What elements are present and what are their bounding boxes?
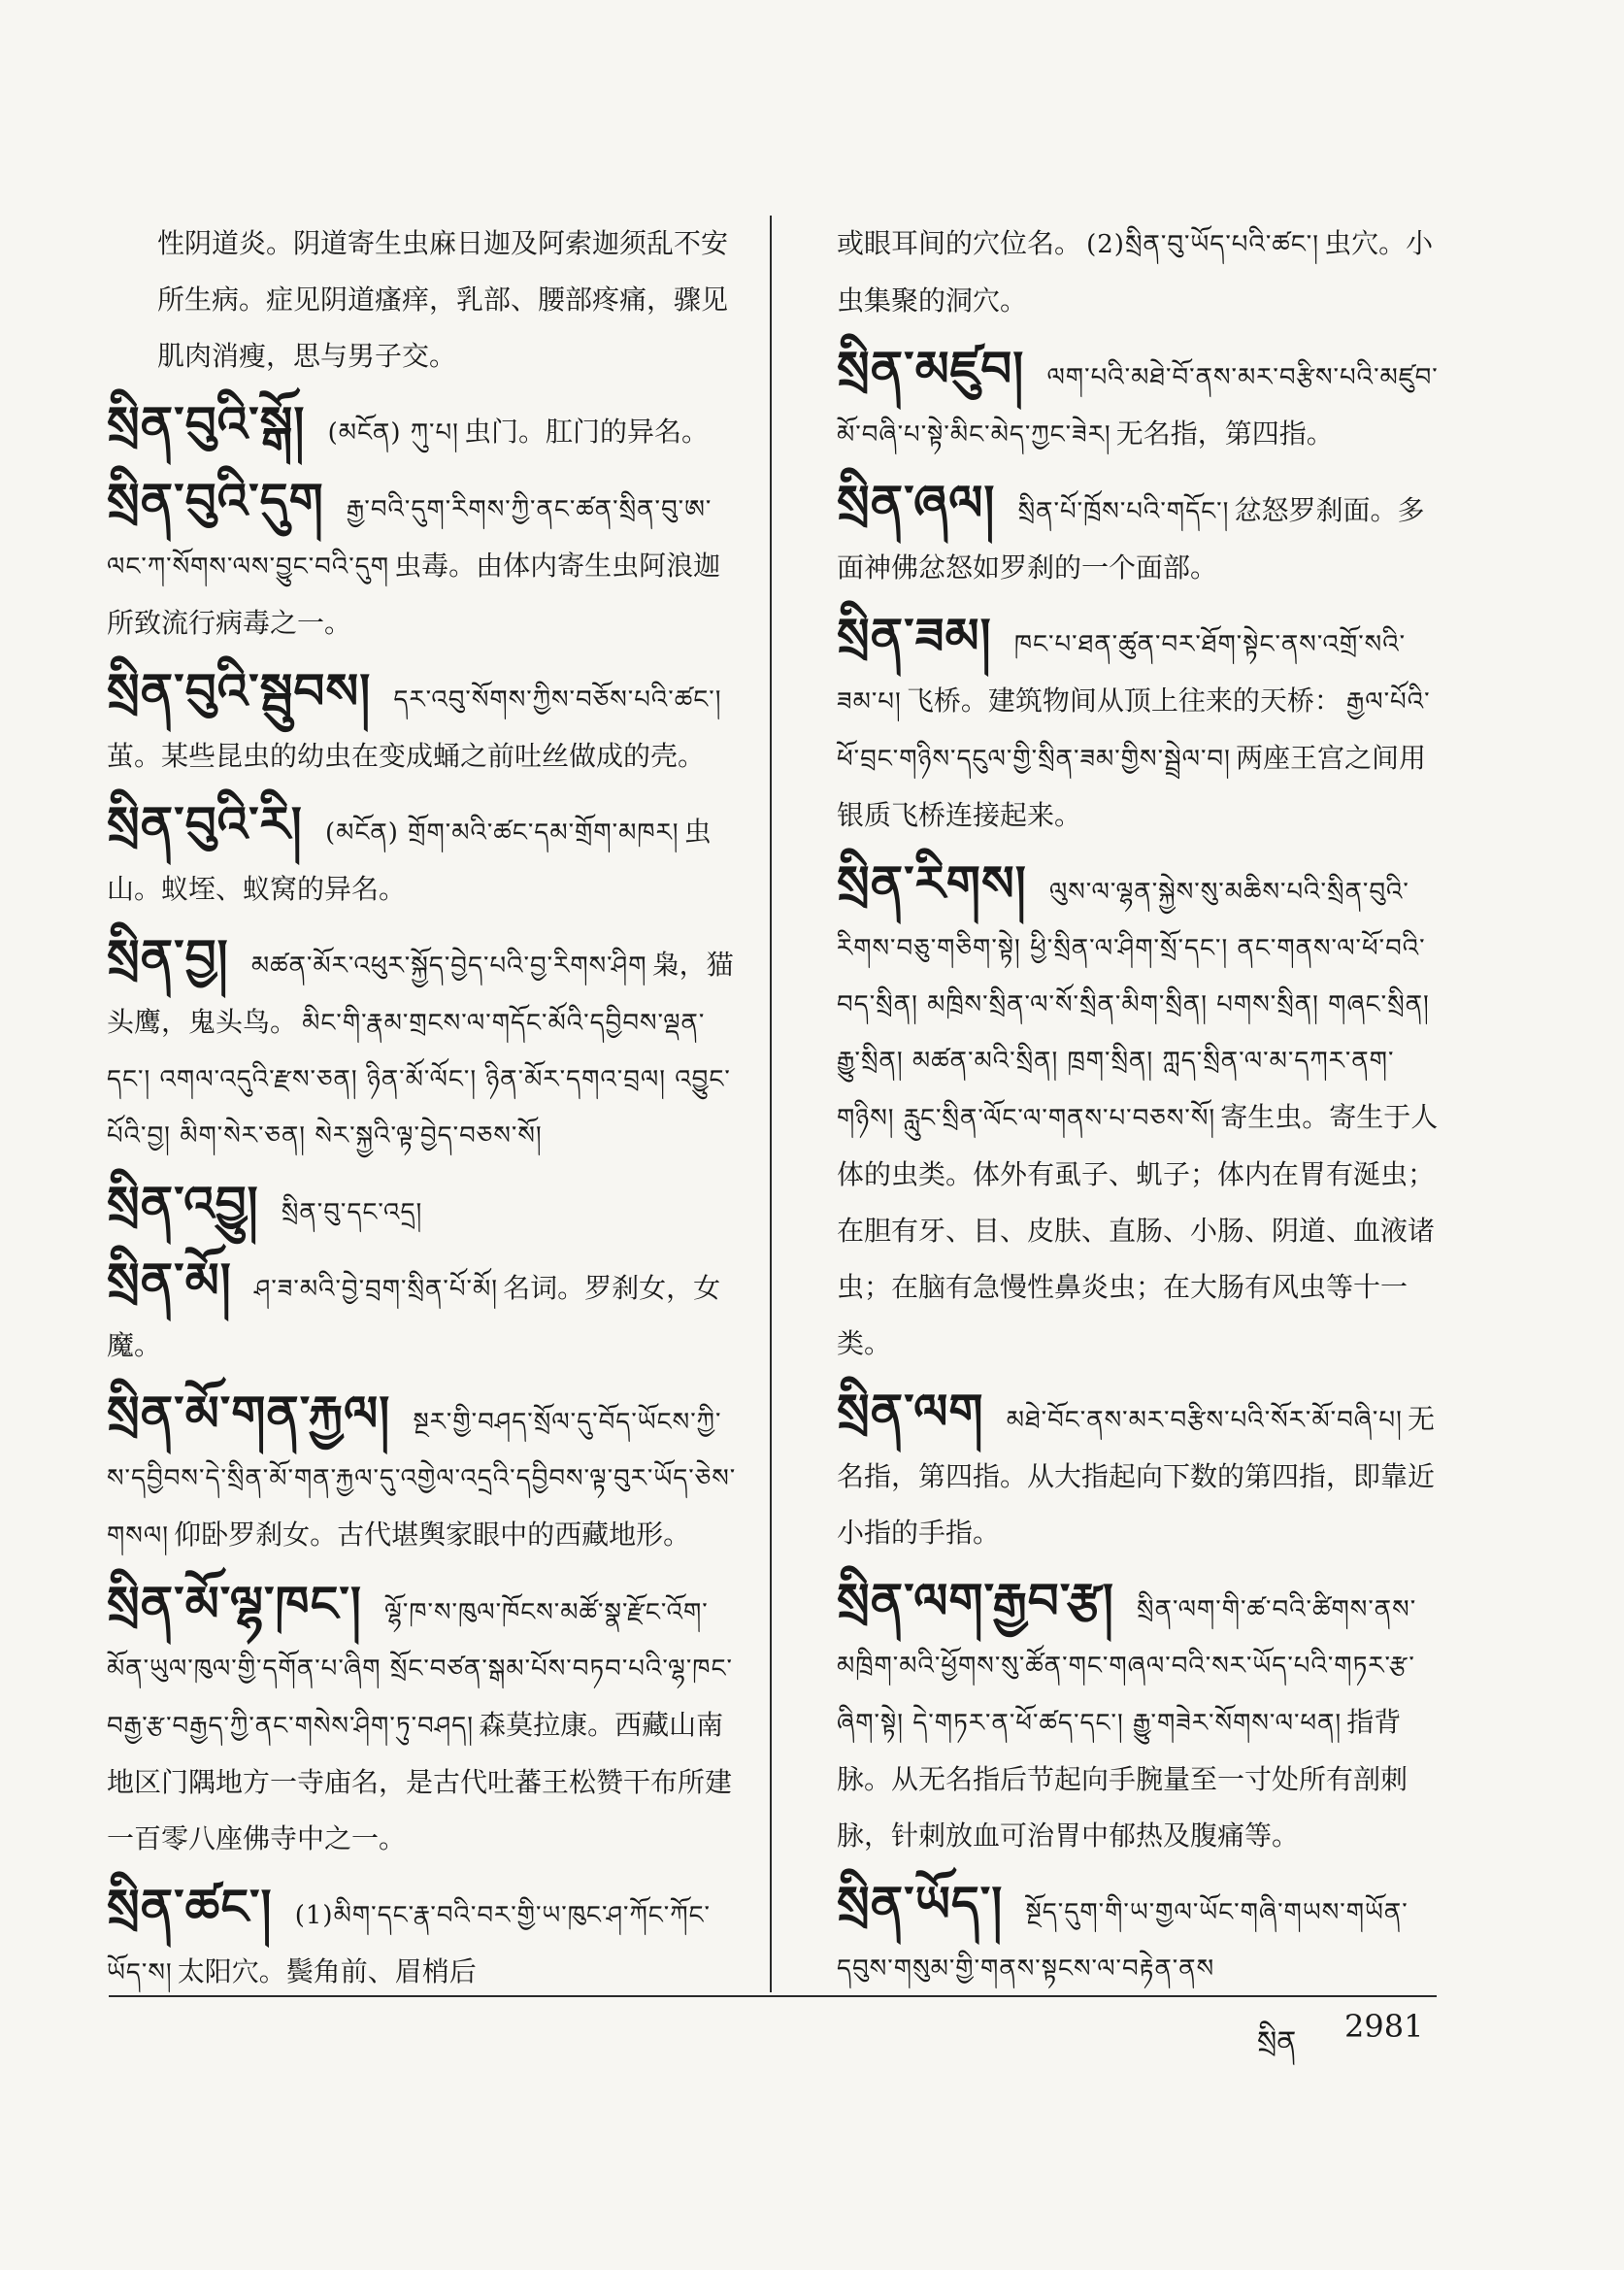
chinese-definition: 飞桥。建筑物间从顶上往来的天桥： <box>906 684 1342 717</box>
headword: སྲིན་བུའི་རི། <box>107 795 303 852</box>
chinese-definition: 忿怒罗刹面。多面神佛忿怒如罗刹的一个面部。 <box>837 494 1425 584</box>
dictionary-entry <box>837 1382 1439 1561</box>
tibetan-definition: ལུས་ལ་ལྷན་སྐྱེས་སུ་མཆིས་པའི་སྲིན་བུའི་རིགས་བཅུ་གཅིག་སྟེ། ཕྱི་སྲིན་ལ་ཤིག་སྲོ་དང་། ནང་གནས་ལ་ཕོ་བའི་བད་སྲིན། མཁྲིས་སྲིན་ལ་སོ་སྲིན་མིག་སྲིན། པགས་སྲིན། གཞང་སྲིན། རྒྱུ་སྲིན། མཚན་མའི་སྲིན། ཁྲག་སྲིན། ཀླད་སྲིན་ལ་མ་དཀར་ནག་གཉིས། རླུང་སྲིན་ལོང་ལ་གནས་པ་བཅས་སོ། <box>837 878 1430 1133</box>
tibetan-example: རྒྱལ་པོའི་ཕོ་བྲང་གཉིས་དངུལ་གྱི་སྲིན་ཟམ་གྱིས་སྦྲེལ་བ། <box>837 687 1431 774</box>
lead-in-text: 或眼耳间的穴位名。 <box>837 227 1082 259</box>
chinese-definition: 仰卧罗刹女。古代堪舆家眼中的西藏地形。 <box>174 1519 691 1551</box>
dictionary-entry <box>107 1877 743 2001</box>
chinese-definition: 名词。罗刹女，女魔。 <box>107 1272 721 1361</box>
tibetan-definition: (1)མིག་དང་རྣ་བའི་བར་གྱི་ཡ་ཁུང་ཤ་ཀོང་ཀོང་ཡོད་ས། <box>107 1901 712 1987</box>
headword: སྲིན་ལག <box>837 1383 984 1440</box>
headword: སྲིན་ཚང་། <box>107 1878 273 1935</box>
dictionary-entry <box>837 1874 1439 1997</box>
column-divider <box>770 216 772 1992</box>
tibetan-definition: མཚན་མོར་འཕུར་སྐྱོད་བྱེད་པའི་བྱ་རིགས་ཤིག <box>250 951 647 981</box>
tibetan-definition: སྲིན་བུ་དང་འདྲ། <box>281 1198 423 1227</box>
chinese-definition: 寄生虫。寄生于人体的虫类。体外有虱子、虮子；体内在胃有涎虫；在胆有牙、目、皮肤、直肠、小肠、阴道、血液诸虫；在脑有急慢性鼻炎虫；在大肠有风虫等十一类。 <box>837 1101 1439 1359</box>
dictionary-entry <box>107 794 743 918</box>
headword: སྲིན་བུའི་དུག <box>107 472 324 529</box>
tibetan-synonyms: མིང་གི་རྣམ་གྲངས་ལ་གདོང་མོའི་དབྱིབས་ལྡན་དང་། འགལ་འདུའི་རྫས་ཅན། ཉིན་མོ་ལོང་། ཉིན་མོར་དགའ་བྲལ། འབྱུང་པོའི་བྱ། མིག་སེར་ཅན། སེར་སྐྱའི་ལྟ་བྱེད་བཅས་སོ། <box>107 1009 731 1151</box>
tibetan-definition: ལག་པའི་མཐེ་བོ་ནས་མར་བརྩིས་པའི་མཛུབ་མོ་བཞི་པ་སྟེ་མིང་མེད་ཀྱང་ཟེར། <box>837 363 1439 450</box>
headword: སྲིན་བུའི་སྒོ། <box>107 395 306 452</box>
dictionary-entry <box>107 1574 743 1867</box>
headword: སྲིན་ལག་རྒྱབ་རྩ། <box>837 1572 1114 1629</box>
chinese-definition: 无名指，第四指。 <box>1115 417 1334 450</box>
headword: སྲིན་ཡོད་། <box>837 1875 1004 1932</box>
headword: སྲིན་བྱ། <box>107 928 229 985</box>
headword: སྲིན་མོ། <box>107 1252 232 1309</box>
chinese-definition: 虫穴。小虫集聚的洞穴。 <box>837 227 1434 317</box>
chinese-definition: 指背脉。从无名指后节起向手腕量至一寸处所有剖刺脉，针刺放血可治胃中郁热及腹痛等。 <box>837 1706 1409 1852</box>
running-footer-word: སྲིན <box>1257 2025 1297 2059</box>
tibetan-definition: ལྷོ་ཁ་ས་ཁུལ་ཁོངས་མཚོ་སྣ་རྫོང་འོག་མོན་ཡུལ་ཁུལ་གྱི་དགོན་པ་ཞིག སྲོང་བཙན་སྒམ་པོས་བཏབ་པའི་ལྷ་ཁང་བརྒྱ་རྩ་བརྒྱད་ཀྱི་ནང་གསེས་ཤིག་ཏུ་བཤད། <box>107 1598 733 1741</box>
chinese-definition: 森莫拉康。西藏山南地区门隅地方一寺庙名，是古代吐蕃王松赞干布所建一百零八座佛寺中之一。 <box>107 1709 733 1854</box>
headword: སྲིན་བུའི་སྦུབས། <box>107 662 372 719</box>
chinese-definition: 枭，猫头鹰，鬼头鸟。 <box>107 949 734 1038</box>
tibetan-definition: སྔར་གྱི་བཤད་སྲོལ་དུ་བོད་ཡོངས་ཀྱི་ས་དབྱིབས་དེ་སྲིན་མོ་གན་རྐྱལ་དུ་འགྱེལ་འདྲའི་དབྱིབས་ལྟ་བུར་ཡོད་ཅེས་གསལ། <box>107 1408 737 1551</box>
chinese-definition: 茧。某些昆虫的幼虫在变成蛹之前吐丝做成的壳。 <box>107 740 706 772</box>
dictionary-entry <box>837 473 1439 596</box>
headword: སྲིན་རིགས། <box>837 854 1027 912</box>
headword: སྲིན་མཛུབ། <box>837 340 1025 397</box>
chinese-definition: 太阳穴。鬓角前、眉梢后 <box>177 1955 477 1987</box>
dictionary-entry <box>837 339 1439 463</box>
chinese-definition: 虫门。肛门的异名。 <box>464 416 710 448</box>
tibetan-definition: ཤ་ཟ་མའི་བྱེ་བྲག་སྲིན་པོ་མོ། <box>253 1275 498 1304</box>
tibetan-definition: རྒྱ་བའི་དུག་རིགས་ཀྱི་ནང་ཚན་སྲིན་བུ་ཨ་ལང་ཀ་སོགས་ལས་བྱུང་བའི་དུག <box>107 495 713 582</box>
page-number: 2981 <box>1344 2008 1424 2045</box>
tibetan-definition: (མངོན) ཀུ་པ། <box>327 418 459 448</box>
dictionary-entry <box>837 853 1439 1372</box>
dictionary-entry <box>107 927 743 1164</box>
tibetan-definition: སྲིན་པོ་ཁྲོས་པའི་གདོང་། <box>1017 497 1230 526</box>
dictionary-entry <box>107 661 743 784</box>
headword: སྲིན་འབྱུ། <box>107 1175 259 1232</box>
lead-in-paragraph <box>837 216 1439 329</box>
lead-in-text: 性阴道炎。阴道寄生虫麻日迦及阿索迦须乱不安所生病。症见阴道瘙痒，乳部、腰部疼痛，骤见肌肉消瘦，思与男子交。 <box>157 227 729 372</box>
tibetan-definition: (མངོན) གྲོག་མའི་ཚང་དམ་གྲོག་མཁར། <box>325 818 679 848</box>
tibetan-definition: སྲིན་ལག་གི་ཚ་བའི་ཚིགས་ནས་མཁྲིག་མའི་ཕྱོགས་སུ་ཚོན་གང་གཞལ་བའི་སར་ཡོད་པའི་གཏར་རྩ་ཞིག་སྟེ། དེ་གཏར་ན་ཕོ་ཚད་དང་། རྒྱུ་གཟེར་སོགས་ལ་ཕན། <box>837 1595 1417 1738</box>
dictionary-entry <box>107 1174 743 1241</box>
lead-in-paragraph <box>107 216 743 384</box>
dictionary-entry <box>837 606 1439 844</box>
tibetan-definition: (2)སྲིན་བུ་ཡོད་པའི་ཚང་། <box>1086 230 1320 259</box>
dictionary-entry <box>107 1384 743 1564</box>
chinese-example: 两座王宫之间用银质飞桥连接起来。 <box>837 742 1426 831</box>
dictionary-entry <box>837 1571 1439 1864</box>
headword: སྲིན་ཟམ། <box>837 607 992 664</box>
headword: སྲིན་མོ་ལྷ་ཁང་། <box>107 1575 362 1632</box>
chinese-definition: 无名指，第四指。从大指起向下数的第四指，即靠近小指的手指。 <box>837 1403 1436 1549</box>
right-column <box>837 216 1439 2007</box>
dictionary-entry <box>107 394 743 461</box>
dictionary-entry <box>107 471 743 651</box>
chinese-definition: 虫毒。由体内寄生虫阿浪迦所致流行病毒之一。 <box>107 550 721 639</box>
chinese-definition: 虫山。蚁垤、蚁窝的异名。 <box>107 816 712 905</box>
headword: སྲིན་མོ་གན་རྐྱལ། <box>107 1385 391 1442</box>
tibetan-definition: ཁང་པ་ཐན་ཚུན་བར་ཐོག་སྟེང་ནས་འགྲོ་སའི་ཟམ་པ། <box>837 630 1407 717</box>
headword: སྲིན་ཞལ། <box>837 474 996 531</box>
tibetan-definition: སྔོད་དུག་གི་ཡ་གྱལ་ཡོང་གཞི་གཡས་གཡོན་དབུས་གསུམ་གྱི་གནས་སྟངས་ལ་བརྟེན་ནས <box>837 1898 1409 1984</box>
dictionary-entry <box>107 1251 743 1374</box>
tibetan-definition: དར་འབུ་སོགས་ཀྱིས་བཅོས་པའི་ཚང་། <box>393 685 722 715</box>
left-column <box>107 216 743 2011</box>
tibetan-definition: མཐེ་བོང་ནས་མར་བརྩིས་པའི་སོར་མོ་བཞི་པ། <box>1006 1406 1403 1435</box>
